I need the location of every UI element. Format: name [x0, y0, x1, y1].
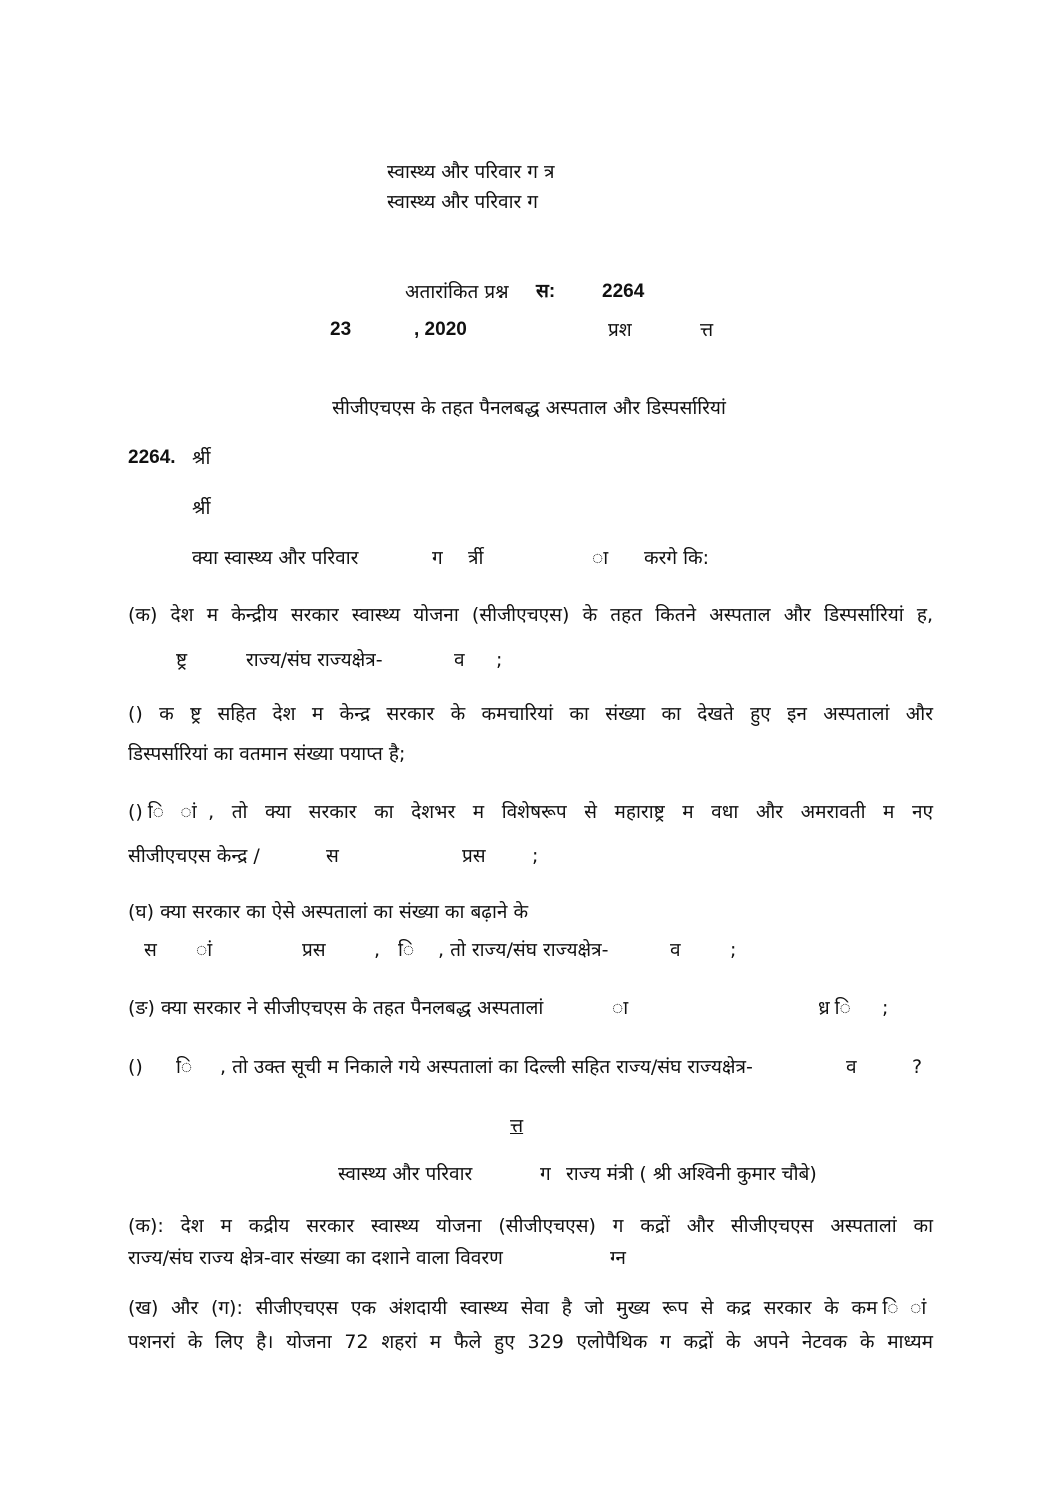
date-day: 23: [330, 319, 352, 340]
question-part-ka-line1: (क) देश म केन्द्रीय सरकार स्वास्थ्य योजना (सीजीएचएस) के तहत कितने अस्पताल और डिस्पर्सारियां ह,: [128, 604, 933, 626]
question-part-nga-b: ा: [612, 997, 629, 1019]
member-name-2: र्श्री: [192, 497, 211, 519]
question-part-ka-d: ;: [496, 649, 503, 671]
question-subject: सीजीएचएस के तहत पैनलबद्ध अस्पताल और डिस्पर्सारियां: [332, 397, 726, 419]
answer-part-ka-line1: (क): देश म कद्रीय सरकार स्वास्थ्य योजना (सीजीएचएस) ग कद्रों और सीजीएचएस अस्पतालां का: [128, 1215, 933, 1237]
question-part-ga-c: प्रस: [462, 845, 486, 867]
question-part-gha-b: ां: [196, 939, 213, 961]
question-part-cha-e: ?: [912, 1056, 923, 1078]
minister-name: राज्य मंत्री ( श्री अश्विनी कुमार चौबे): [566, 1163, 817, 1185]
answer-part-ka-a: राज्य/संघ राज्य क्षेत्र-वार संख्या का दशाने वाला विवरण: [128, 1247, 503, 1269]
question-part-ga-d: ;: [532, 845, 539, 867]
question-part-ga-b: स: [326, 845, 339, 867]
question-intro-c: र्त्री: [468, 547, 484, 569]
question-part-gha-c: प्रस: [302, 939, 326, 961]
answer-part-kha-ga-line1: (ख) और (ग): सीजीएचएस एक अंशदायी स्वास्थ्य सेवा है जो मुख्य रूप से कद्र सरकार के कम ि ां: [128, 1297, 933, 1319]
question-part-cha-d: व: [846, 1056, 857, 1078]
question-part-kha-line1: () क ष्ट्र सहित देश म केन्द्र सरकार के कमचारियां का संख्या का देखते हुए इन अस्पतालां और: [128, 703, 933, 725]
date-year: , 2020: [414, 319, 467, 340]
member-name-1: र्श्री: [192, 447, 211, 469]
ministry-name: स्वास्थ्य और परिवार ग त्र: [387, 161, 555, 183]
question-part-cha-c: , तो उक्त सूची म निकाले गये अस्पतालां का दिल्ली सहित राज्य/संघ राज्यक्षेत्र-: [220, 1056, 753, 1078]
question-part-ka-c: व: [454, 649, 465, 671]
department-name: स्वास्थ्य और परिवार ग: [387, 191, 539, 213]
question-part-gha-d: ,: [374, 939, 381, 961]
question-intro-b: ग: [432, 547, 443, 569]
answer-date-label-b: त्त: [700, 319, 714, 341]
minister-b: ग: [540, 1163, 551, 1185]
answer-date-label-a: प्रश: [608, 319, 632, 341]
question-type: अतारांकित प्रश्न: [405, 281, 509, 303]
question-intro-d: ा: [592, 547, 609, 569]
question-part-ga-line1: () ि ां, तो क्या सरकार का देशभर म विशेषरूप से महाराष्ट्र म वधा और अमरावती म नए: [128, 801, 933, 823]
minister-a: स्वास्थ्य और परिवार: [338, 1163, 473, 1185]
answer-heading: त्त: [510, 1115, 524, 1137]
question-part-gha-f: , तो राज्य/संघ राज्यक्षेत्र-: [438, 939, 609, 961]
question-intro-e: करगे कि:: [644, 547, 710, 569]
question-part-gha-h: ;: [730, 939, 737, 961]
question-part-gha-e: ि: [398, 939, 415, 961]
question-part-ga-a: सीजीएचएस केन्द्र /: [128, 845, 260, 867]
question-part-gha-g: व: [670, 939, 681, 961]
question-part-ka-b: राज्य/संघ राज्यक्षेत्र-: [246, 649, 383, 671]
question-intro-a: क्या स्वास्थ्य और परिवार: [192, 547, 359, 569]
question-part-nga-a: (ङ) क्या सरकार ने सीजीएचएस के तहत पैनलबद्ध अस्पतालां: [128, 997, 544, 1019]
question-number: 2264.: [128, 447, 176, 468]
question-number-header: 2264: [602, 281, 645, 302]
answer-part-kha-ga-line2: पशनरां के लिए है। योजना 72 शहरां म फैले हुए 329 एलोपैथिक ग कद्रों के अपने नेटवक के माध्यम: [128, 1331, 933, 1353]
answer-part-ka-b: ग्न: [610, 1247, 626, 1269]
question-part-gha-line1: (घ) क्या सरकार का ऐसे अस्पतालां का संख्या का बढ़ाने के: [128, 901, 529, 923]
question-part-ka-a: ष्ट्र: [176, 649, 188, 671]
question-label-tail: स:: [536, 281, 556, 302]
question-part-cha-b: ि: [176, 1056, 193, 1078]
question-part-kha-line2: डिस्पर्सारियां का वतमान संख्या पयाप्त है;: [128, 743, 406, 765]
question-part-cha-a: (): [128, 1056, 143, 1078]
question-part-nga-c: ध्र ि: [818, 997, 851, 1019]
question-part-nga-d: ;: [882, 997, 889, 1019]
question-part-gha-a: स: [144, 939, 157, 961]
